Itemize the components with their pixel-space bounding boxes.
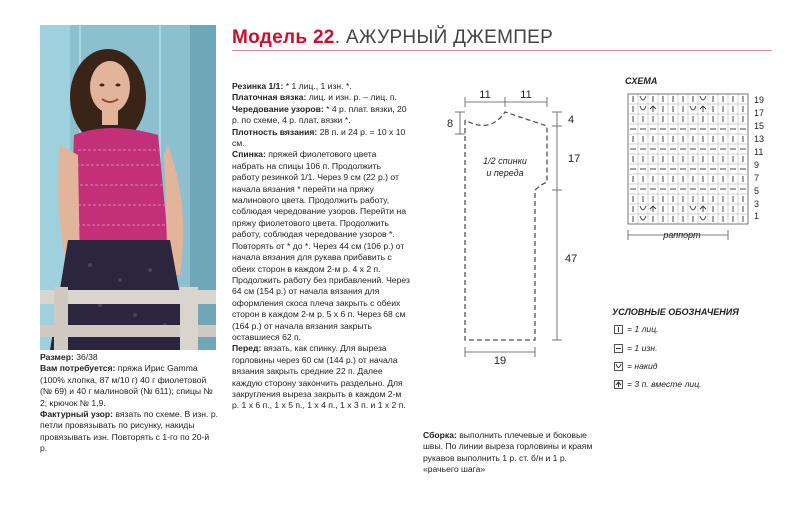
knit-three-together-symbol-icon: [614, 380, 623, 389]
stitch-chart-row-numbers: [754, 95, 764, 221]
alternation-label: Чередование узоров:: [232, 103, 324, 114]
row-number-label: 11: [754, 147, 764, 157]
left-text-column: [40, 352, 218, 455]
size-label: Размер:: [40, 352, 74, 362]
row-number-label: 19: [754, 95, 765, 105]
back-text: пряжей фиолетового цвета набрать на спицы 106 п. Продолжить работу резинкой 1/1. Через 9 см (22 р.) от начала вязания * перейти на пряжу малинового цвета. Продолжить работу, соблюдая чередование узоров. Перейти на пряжу фиолетового цвета. Продолжить работу, соблюдая чередование узоров *. Повторять от * до *. Через 44 см (106 р.) от начала вязания для рукава прибавить с обеих сторон в каждом 2-м р. 4 x 2 п. Продолжить работу без прибавлений. Через 64 см (154 р.) от начала вязания для оформления скоса плеча закрыть с обеих сторон в каждом 2-м р. 5 x 6 п. Через 68 см (164 р.) от начала вязания закрыть оставшиеся 62 п.: [232, 149, 410, 342]
stitch-symbol: [700, 96, 706, 100]
middle-text-column: [232, 81, 410, 412]
legend-item-knit: [614, 324, 659, 334]
legend-item-purl: [614, 343, 657, 353]
row-number-label: 9: [754, 160, 760, 170]
piece-label-1: 1/2 спинки: [483, 156, 527, 166]
stitch-symbol: [650, 206, 656, 212]
repeat-label: раппорт: [663, 230, 701, 240]
row-number-label: 1: [754, 211, 760, 221]
stitch-symbol: [640, 96, 646, 100]
stitch-symbol: [690, 206, 696, 210]
legend-text-k3tog: = 3 п. вместе лиц.: [627, 379, 702, 389]
texture-label: Фактурный узор:: [40, 409, 114, 420]
stitch-symbol: [640, 216, 646, 220]
front-text: вязать, как спинку. Для выреза горловины через 60 см (144 р.) от начала вязания закрыть средние 22 п. Далее каждую сторону закончить раздельно. Для закругления выреза закрыть в каждом 2-м р. 1 x 6 п., 1 x 5 п., 1 x 4 п., 1 x 3 п. и 1 x 2 п.: [232, 343, 406, 411]
garter-text: лиц. и изн. р. – лиц. п.: [306, 92, 397, 103]
dim-top-right: 11: [520, 89, 532, 101]
assembly-text: выполнить плечевые и боковые швы. По линии выреза горловины и краям рукавов выполнить 1 р. ст. б/н и 1 р. «рачьего шага»: [423, 430, 593, 475]
stitch-symbol: [640, 106, 646, 110]
row-number-label: 7: [754, 173, 760, 183]
size-value: 36/38: [73, 352, 98, 362]
front-paragraph: [232, 343, 410, 411]
schema-title: СХЕМА: [625, 76, 658, 86]
legend-text-yarn-over: = накид: [627, 361, 658, 371]
row-number-label: 15: [754, 121, 765, 131]
alternation-paragraph: [232, 104, 410, 127]
dim-top-left: 11: [479, 89, 491, 101]
stitch-symbol: [690, 106, 696, 110]
size-paragraph: [40, 352, 218, 363]
back-label: Спинка:: [232, 149, 266, 160]
legend-text-purl: = 1 изн.: [627, 343, 658, 353]
materials-paragraph: [40, 363, 218, 409]
legend-item-yarn-over: [614, 361, 658, 371]
garter-paragraph: [232, 92, 410, 103]
rib-text: * 1 лиц., 1 изн. *.: [283, 81, 352, 91]
row-number-label: 13: [754, 134, 765, 144]
materials-label: Вам потребуется:: [40, 363, 116, 374]
piece-label-2: и переда: [486, 168, 524, 178]
texture-text: вязать по схеме. В изн. р. петли провязывать по рисунку, накиды провязывать изн. Повторять с 1-го по 20-й р.: [40, 409, 218, 454]
garter-label: Платочная вязка:: [232, 92, 307, 103]
page-title: [232, 27, 553, 49]
title-divider: [232, 50, 772, 51]
stitch-symbol: [650, 106, 656, 112]
model-number: Модель 22: [232, 27, 335, 48]
garment-pattern-diagram: [430, 82, 600, 372]
legend-title: УСЛОВНЫЕ ОБОЗНАЧЕНИЯ: [612, 307, 739, 317]
gauge-text: 28 п. и 24 р. = 10 x 10 см.: [232, 126, 406, 149]
front-label: Перед:: [232, 343, 262, 354]
gauge-paragraph: [232, 127, 410, 150]
back-paragraph: [232, 149, 410, 343]
dim-armhole: 17: [568, 153, 581, 165]
stitch-symbol: [700, 106, 706, 112]
model-name: . АЖУРНЫЙ ДЖЕМПЕР: [334, 27, 554, 48]
texture-paragraph: [40, 409, 218, 455]
row-number-label: 17: [754, 108, 765, 118]
dim-neck-depth: 8: [446, 118, 454, 130]
row-number-label: 5: [754, 186, 760, 196]
knit-stitch-symbol-icon: [614, 325, 623, 334]
dim-bottom-width: 19: [493, 355, 507, 367]
legend-text-knit: = 1 лиц.: [627, 324, 659, 334]
materials-text: пряжа Ирис Gamma (100% хлопка, 87 м/10 г) 40 г фиолетовой (№ 69) и 40 г малиновой (№ 611); спицы № 2; крючок № 1,9.: [40, 363, 213, 408]
assembly-text-column: [423, 430, 599, 476]
purl-stitch-symbol-icon: [614, 344, 623, 353]
yarn-over-symbol-icon: [614, 362, 623, 371]
stitch-symbol: [700, 206, 706, 212]
dim-shoulder-drop: 4: [568, 114, 575, 126]
legend-item-k3tog: [614, 379, 702, 389]
stitch-chart: [618, 90, 778, 250]
gauge-label: Плотность вязания:: [232, 126, 318, 137]
model-photo-illustration: [40, 25, 216, 350]
model-photo: [40, 25, 216, 350]
rib-label: Резинка 1/1:: [232, 81, 284, 91]
stitch-chart-grid: [628, 94, 748, 224]
dim-body: 47: [565, 253, 578, 265]
row-number-label: 3: [754, 199, 760, 209]
stitch-symbol: [640, 206, 646, 210]
stitch-symbol: [700, 216, 706, 220]
assembly-label: Сборка:: [423, 430, 457, 440]
assembly-paragraph: [423, 430, 599, 476]
rib-paragraph: [232, 81, 410, 92]
alternation-text: * 4 р. плат. вязки, 20 р. по схеме, 4 р. плат. вязки *.: [232, 103, 407, 126]
